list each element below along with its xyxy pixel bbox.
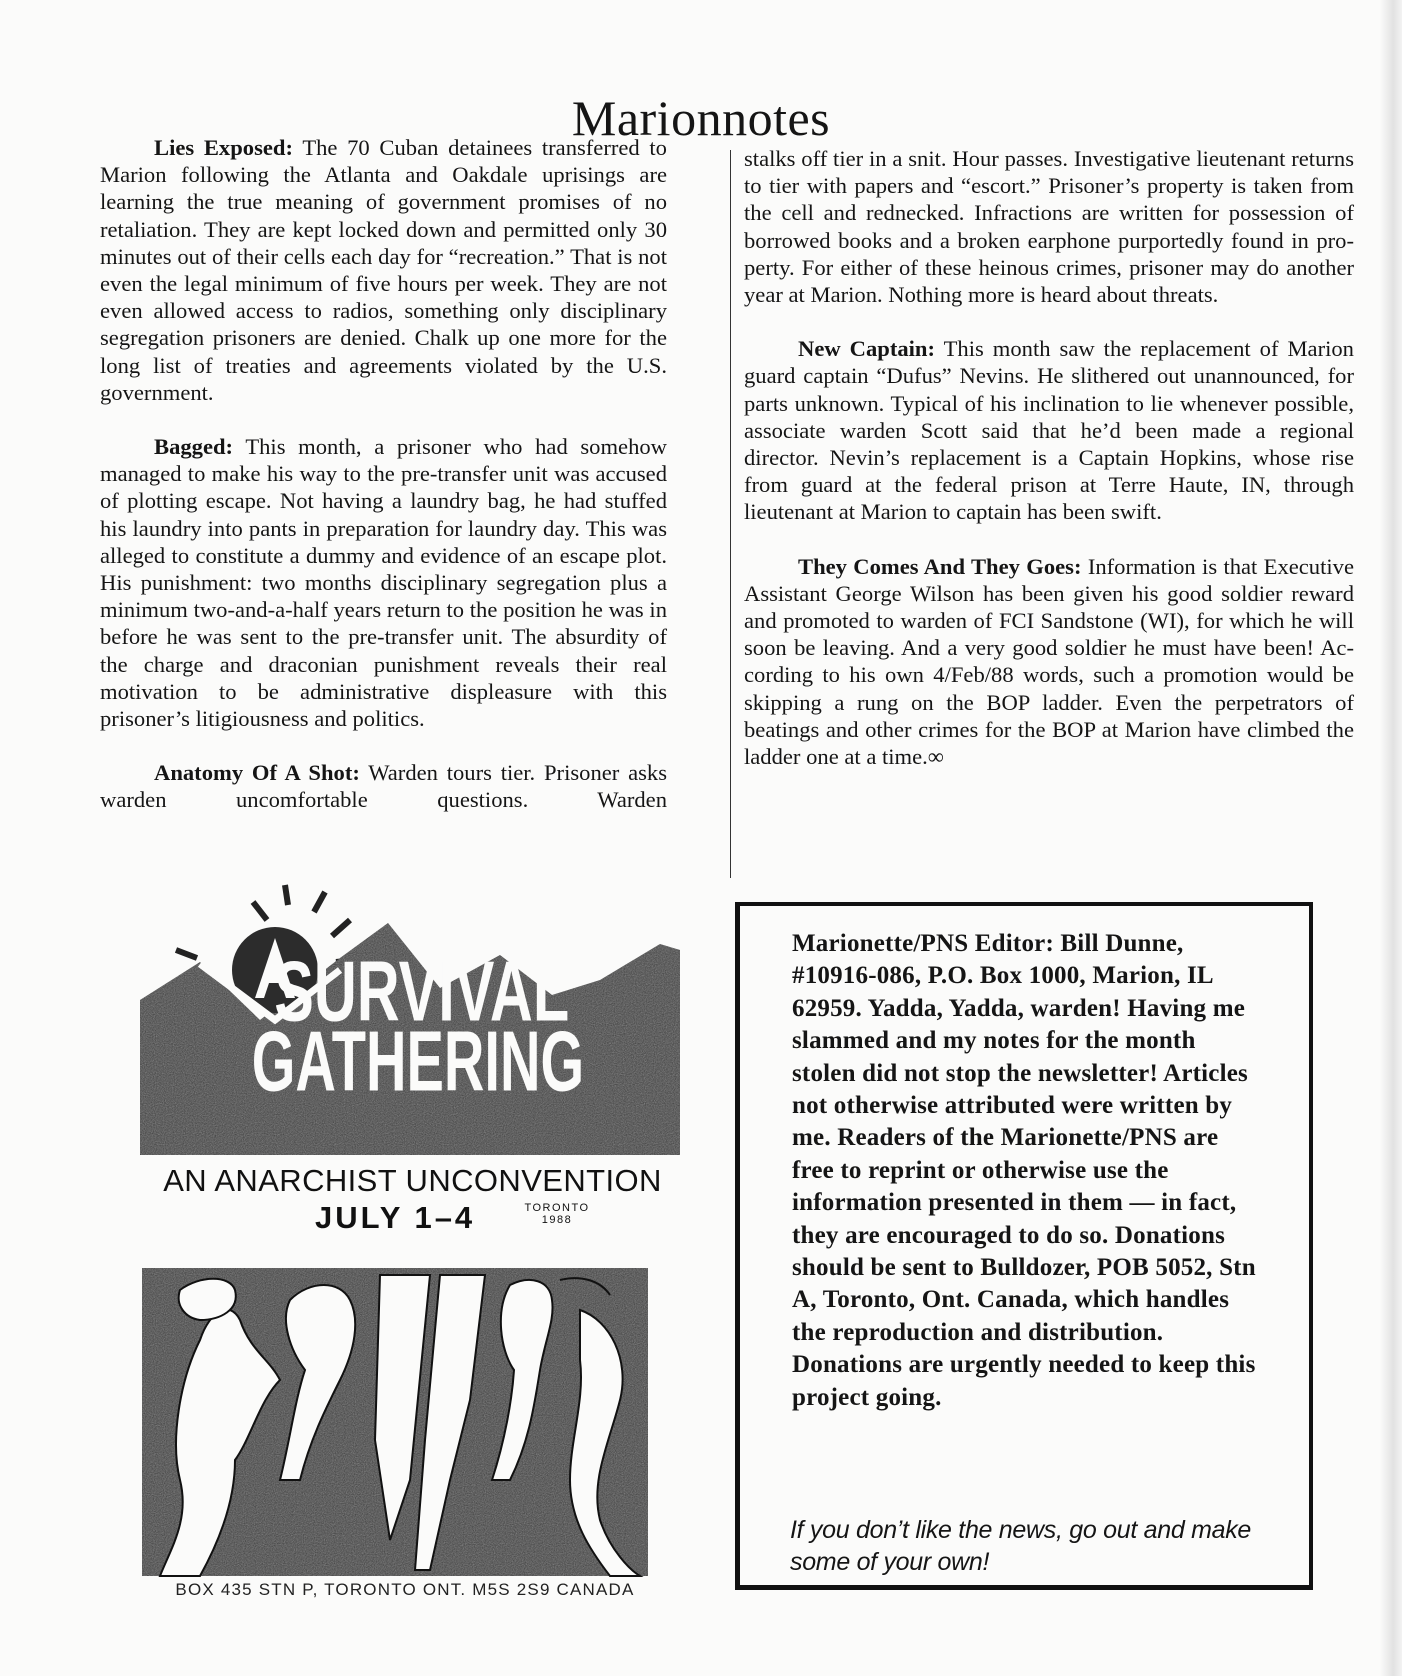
left-column xyxy=(100,134,667,841)
article-body: The 70 Cuban detainees transferred to Marion following the Atlanta and Oakdale uprisings are learning the true meaning of government promises of no retaliation. They are kept locked down and permitted only 30 minutes out of their cells each day for “recreation.” That is not even the legal minimum of five hours per week. They are not even allowed access to radios, something only disciplinary segregation prisoners are denied. Chalk up one more for the long list of treaties and agreements violated by the U.S. government. xyxy=(100,135,667,405)
poster-year: 1988 xyxy=(541,1214,573,1226)
editor-notice-box xyxy=(735,902,1313,1590)
article-bagged xyxy=(100,433,667,732)
survival-gathering-poster xyxy=(140,880,680,1620)
article-heading: Bagged: xyxy=(154,434,234,460)
poster-subtitle: AN ANARCHIST UNCONVENTION xyxy=(163,1163,662,1198)
poster-artwork xyxy=(140,880,680,1620)
article-body: Information is that Executive Assistant George Wilson has been given his good soldier reward and promoted to warden of FCI Sandstone (WI), for which he will soon be leaving. And a very good soldier he must have been! According to his own 4/Feb/88 words, such a promotion would be skipping a rung on the BOP ladder. Even the perpetrators of beatings and other crimes for the BOP at Marion have climbed the ladder one at a time.∞ xyxy=(744,553,1354,770)
editor-notice-text: Marionette/PNS Editor: Bill Dunne, #10916-086, P.O. Box 1000, Marion, IL 62959. Yadda, Yadda, warden! Having me slammed and my notes for the month stolen did not stop the newsletter! Articles not otherwise attributed were written by me. Readers of the Marionette/PNS are free to reprint or otherwise use the information presented in them — in fact, they are encouraged to do so. Donations should be sent to Bulldozer, POB 5052, Stn A, Toronto, Ont. Canada, which handles the reproduction and distribution. Donations are urgently needed to keep this project going. xyxy=(792,930,1256,1411)
editor-tagline: If you don’t like the news, go out and make some of your own! xyxy=(790,1516,1252,1576)
page-edge-shadow xyxy=(1380,0,1402,1676)
article-new-captain xyxy=(744,335,1354,525)
article-heading: Lies Exposed: xyxy=(154,135,294,160)
page-title: Marionnotes xyxy=(571,89,831,146)
article-anatomy-continued xyxy=(744,145,1354,308)
poster-dates: JULY 1–4 xyxy=(315,1200,476,1235)
article-body: This month, a prisoner who had somehow managed to make his way to the pre-transfer unit was accused of plotting escape. Not having a laundry bag, he had stuffed his laundry into pants in preparation for laundry day. This was alleged to constitute a dummy and evidence of an escape plot. His punishment: two months disciplinary segregation plus a minimum two-and-a-half years return to the position he was in before he was sent to the pre-transfer unit. The absurdity of the charge and draconian punishment reveals their real motivation to be administrative displeasure with this prisoner’s litigiousness and politics. xyxy=(100,434,667,732)
article-body: Warden tours tier. Prisoner asks warden uncomfortable questions. Warden xyxy=(100,760,667,813)
right-column xyxy=(744,145,1354,797)
article-body: This month saw the replacement of Marion guard captain “Dufus” Nevins. He slithered out unannounced, for parts unknown. Typical of his inclination to lie whenever possible, associate warden Scott said that he’d been made a regional director. Nevin’s replacement is a Captain Hopkins, whose rise from guard at the federal prison at Terre Haute, IN, through lieutenant at Marion to captain has been swift. xyxy=(744,336,1354,525)
poster-headline-2: GATHERING xyxy=(251,1013,585,1110)
article-they-comes-and-goes xyxy=(744,553,1354,771)
article-lies-exposed xyxy=(100,134,667,406)
article-heading: They Comes And They Goes: xyxy=(798,553,1082,579)
article-anatomy-of-a-shot xyxy=(100,759,667,813)
poster-location xyxy=(522,1202,592,1226)
article-heading: New Captain: xyxy=(798,336,936,362)
poster-address: BOX 435 STN P, TORONTO ONT. M5S 2S9 CANADA xyxy=(175,1580,635,1599)
article-body: stalks off tier in a snit. Hour passes. Investigative lieutenant returns to tier with papers and “escort.” Prisoner’s property is taken from the cell and rednecked. Infractions are written for possession of borrowed books and a broken earphone purportedly found in property. For either of these heinous crimes, prisoner may do another year at Marion. Nothing more is heard about threats. xyxy=(744,146,1354,308)
poster-headline-1: SURVIVAL xyxy=(274,942,570,1040)
column-divider xyxy=(730,150,731,878)
poster-city: TORONTO xyxy=(524,1202,590,1214)
article-heading: Anatomy Of A Shot: xyxy=(154,760,360,786)
